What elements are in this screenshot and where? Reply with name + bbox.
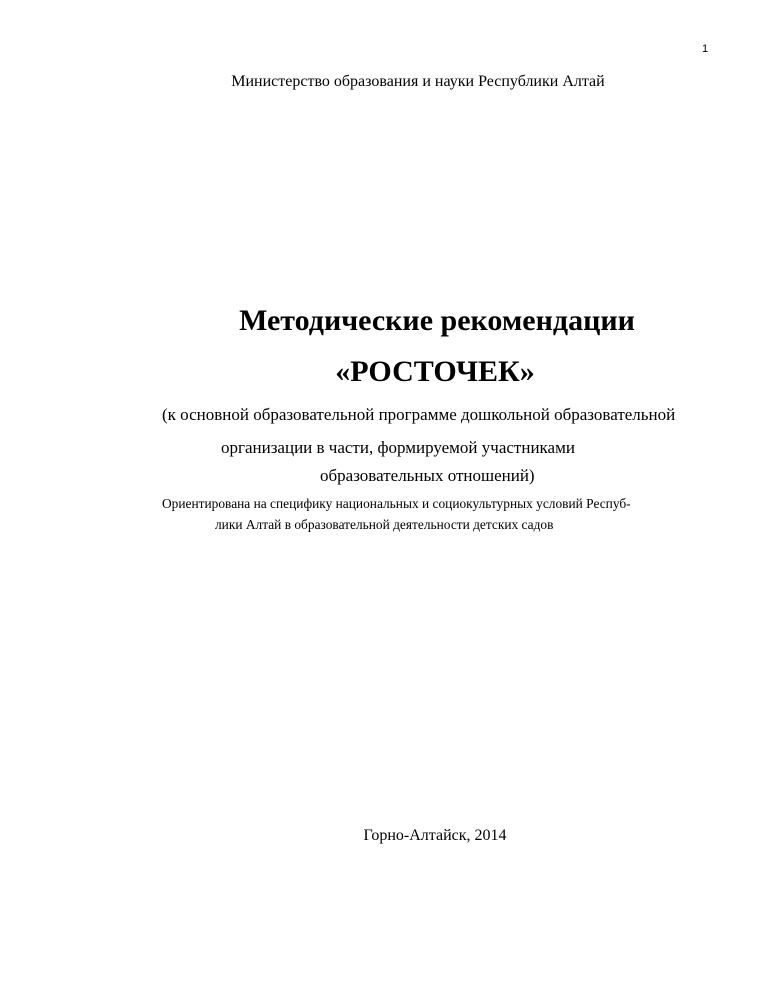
city-year: Горно-Алтайск, 2014 bbox=[363, 827, 507, 844]
orientation-line-2: лики Алтай в образовательной деятельности детских садов bbox=[215, 517, 554, 532]
document-subtitle: «РОСТОЧЕК» bbox=[335, 355, 535, 388]
description-line-3: образовательных отношений) bbox=[320, 466, 535, 485]
page-number: 1 bbox=[702, 43, 709, 55]
orientation-line-1: Ориентирована на специфику национальных и социокультурных условий Респуб- bbox=[162, 496, 631, 511]
description-line-2: организации в части, формируемой участниками bbox=[221, 438, 575, 457]
description-line-1: (к основной образовательной программе дошкольной образовательной bbox=[162, 405, 676, 424]
document-title: Методические рекомендации bbox=[239, 304, 635, 337]
ministry-heading: Министерство образования и науки Республики Алтай bbox=[231, 73, 605, 90]
